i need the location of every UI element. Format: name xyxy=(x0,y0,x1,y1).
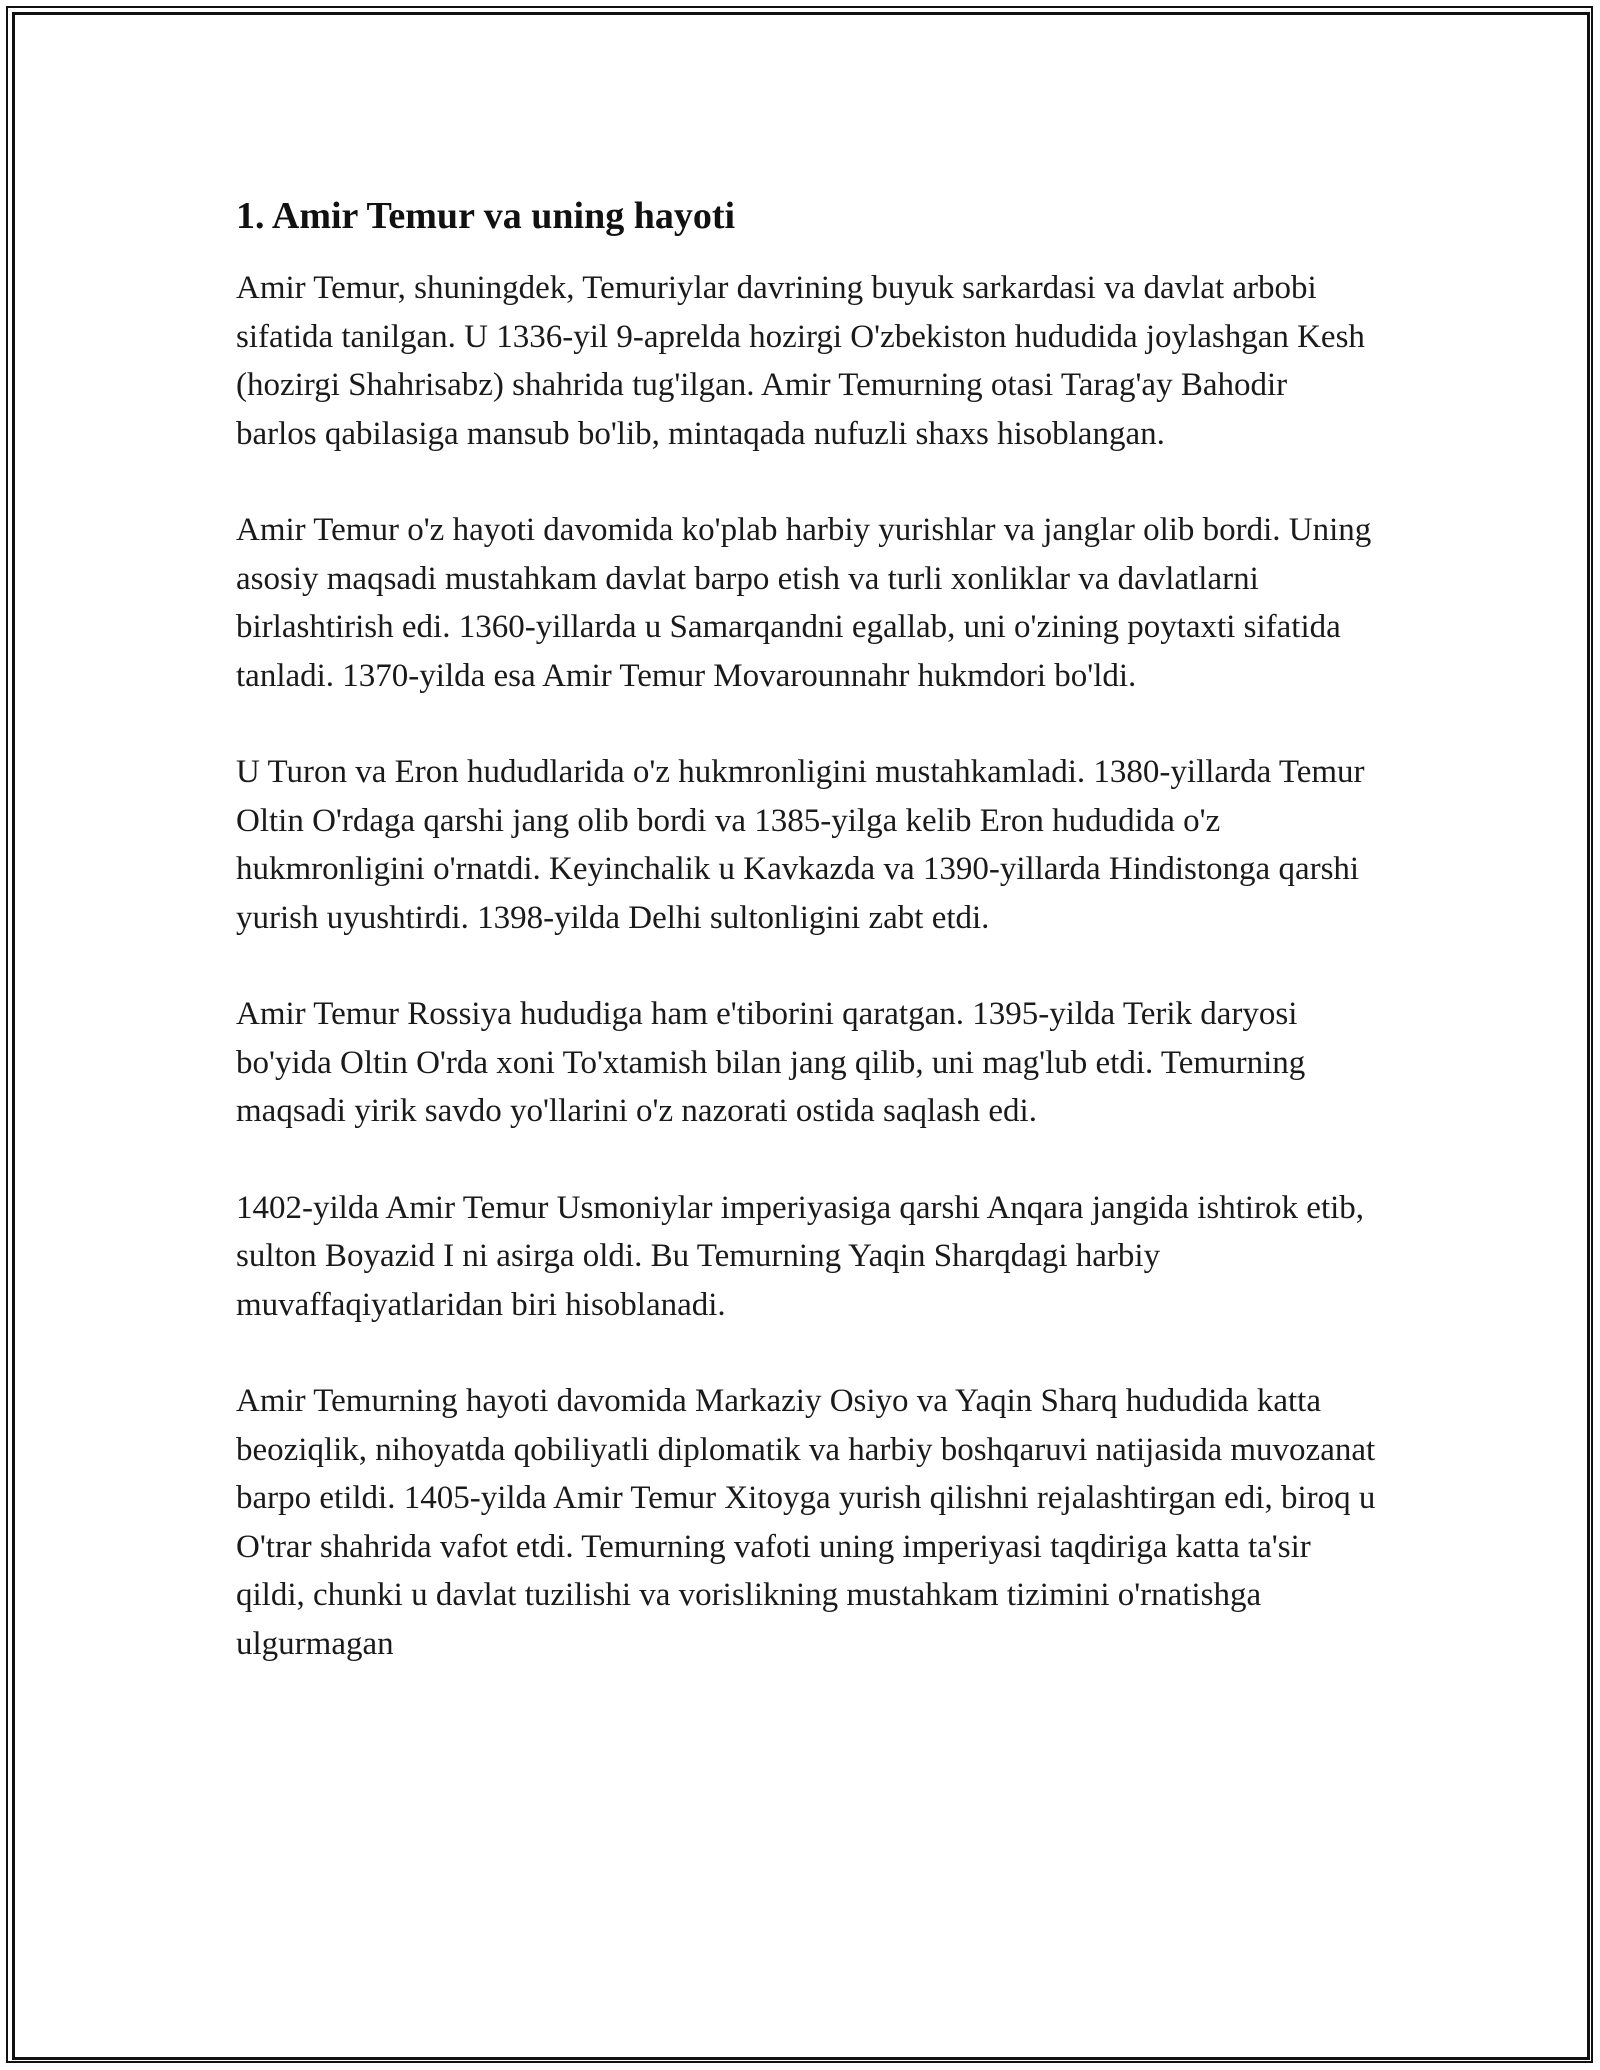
paragraph-2: Amir Temur o'z hayoti davomida ko'plab harbiy yurishlar va janglar olib bordi. Uning asosiy maqsadi mustahkam davlat barpo etish va turli xonliklar va davlatlarni birlashtirish edi. 1360-yillarda u Samarqandni egallab, uni o'zining poytaxti sifatida tanladi. 1370-yilda esa Amir Temur Movarounnahr hukmdori bo'ldi. xyxy=(236,512,1372,694)
paragraph-6: Amir Temurning hayoti davomida Markaziy Osiyo va Yaqin Sharq hududida katta beoziqlik, nihoyatda qobiliyatli diplomatik va harbiy boshqaruvi natijasida muvozanat barpo etildi. 1405-yilda Amir Temur Xitoyga yurish qilishni rejalashtirgan edi, biroq u O'trar shahrida vafot etdi. Temurning vafoti uning imperiyasi taqdiriga katta ta'sir qildi, chunki u davlat tuzilishi va vorislikning mustahkam tizimini o'rnatishga ulgurmagan xyxy=(236,1383,1376,1662)
paragraph-1: Amir Temur, shuningdek, Temuriylar davrining buyuk sarkardasi va davlat arbobi sifatida tanilgan. U 1336-yil 9-aprelda hozirgi O'zbekiston hududida joylashgan Kesh (hozirgi Shahrisabz) shahrida tug'ilgan. Amir Temurning otasi Tarag'ay Bahodir barlos qabilasiga mansub bo'lib, mintaqada nufuzli shaxs hisoblangan. xyxy=(236,270,1365,452)
document-body xyxy=(236,188,1376,1668)
paragraph-4: Amir Temur Rossiya hududiga ham e'tiborini qaratgan. 1395-yilda Terik daryosi bo'yida Oltin O'rda xoni To'xtamish bilan jang qilib, uni mag'lub etdi. Temurning maqsadi yirik savdo yo'llarini o'z nazorati ostida saqlash edi. xyxy=(236,996,1306,1129)
paragraph-5: 1402-yilda Amir Temur Usmoniylar imperiyasiga qarshi Anqara jangida ishtirok etib, sulton Boyazid I ni asirga oldi. Bu Temurning Yaqin Sharqdagi harbiy muvaffaqiyatlaridan biri hisoblanadi. xyxy=(236,1189,1365,1323)
section-heading: 1. Amir Temur va uning hayoti xyxy=(236,195,736,237)
paragraph-3: U Turon va Eron hududlarida o'z hukmronligini mustahkamladi. 1380-yillarda Temur Oltin O'rdaga qarshi jang olib bordi va 1385-yilga kelib Eron hududida o'z hukmronligini o'rnatdi. Keyinchalik u Kavkazda va 1390-yillarda Hindistonga qarshi yurish uyushtirdi. 1398-yilda Delhi sultonligini zabt etdi. xyxy=(236,754,1365,936)
